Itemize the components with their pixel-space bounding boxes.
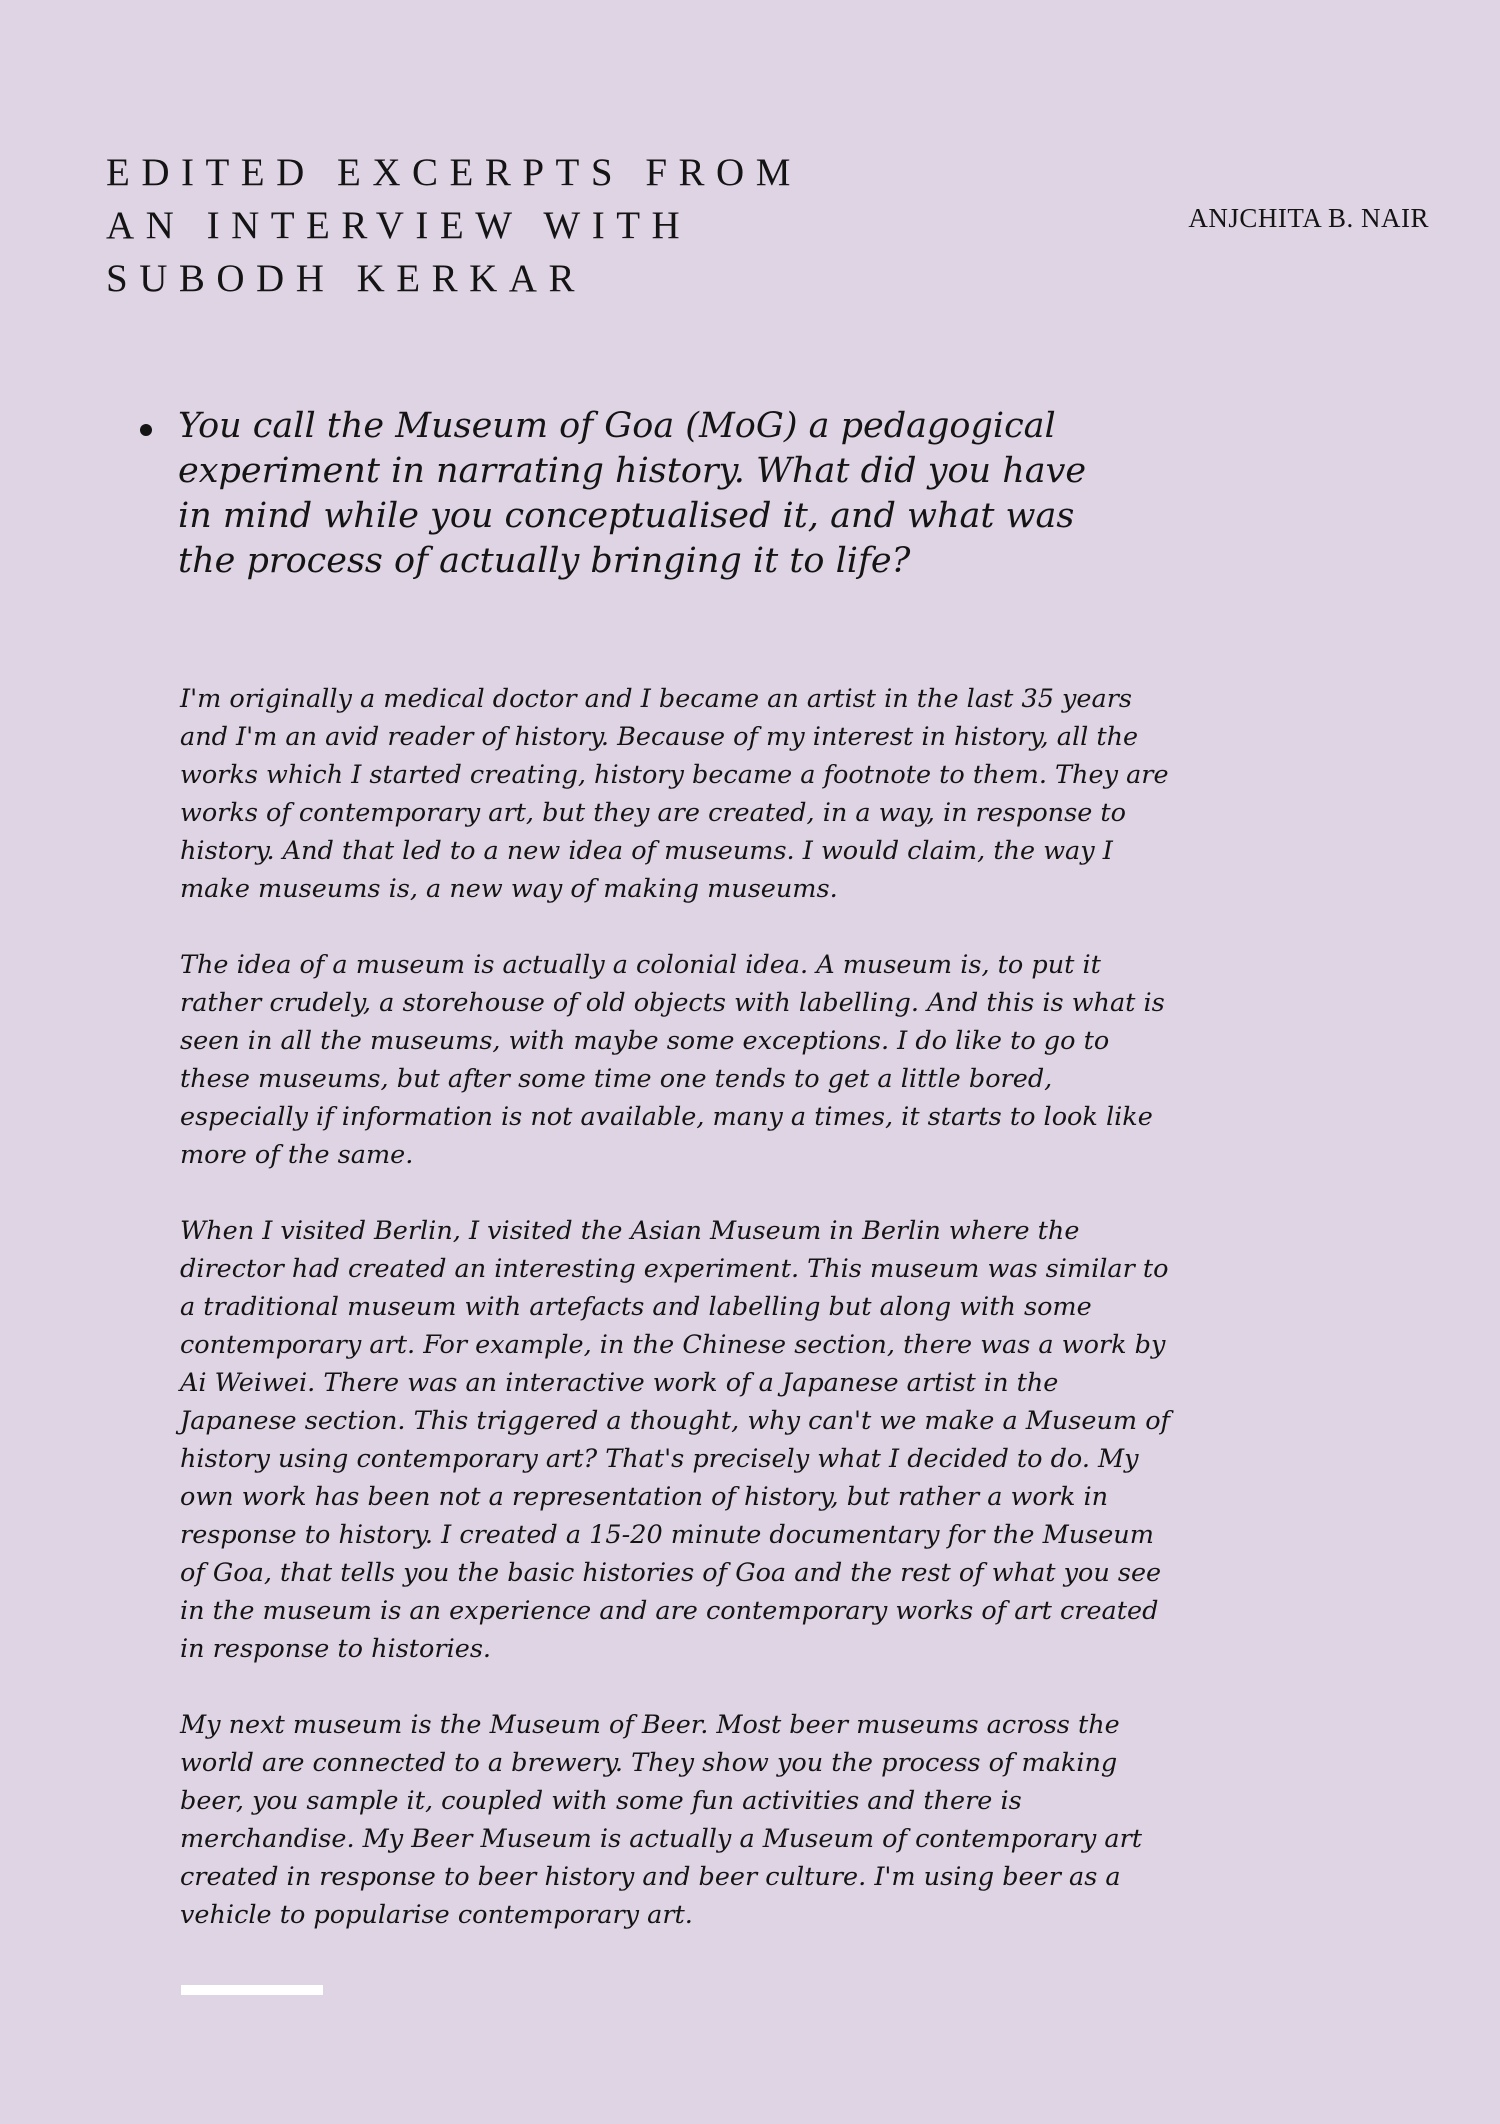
- title-line: SUBODH KERKAR: [106, 257, 586, 300]
- bullet-icon: [140, 424, 152, 436]
- author-name: ANJCHITA B. NAIR: [1188, 203, 1429, 233]
- interview-question: You call the Museum of Goa (MoG) a pedagogical experiment in narrating history. What did you have in mind while you conceptualised it, and what was the process of actually bringing it to life?: [178, 406, 1087, 581]
- title-line: EDITED EXCERPTS FROM: [106, 151, 802, 194]
- interview-answer: [180, 680, 1180, 1972]
- section-divider: [181, 1985, 323, 1995]
- answer-paragraph: I'm originally a medical doctor and I became an artist in the last 35 years and I'm an avid reader of history. Because of my interest in history, all the works which I started creating, history became a footnote to them. They are works of contemporary art, but they are created, in a way, in response to history. And that led to a new idea of museums. I would claim, the way I make museums is, a new way of making museums.: [180, 684, 1169, 904]
- title-line: AN INTERVIEW WITH: [106, 204, 692, 247]
- answer-paragraph: When I visited Berlin, I visited the Asian Museum in Berlin where the director had created an interesting experiment. This museum was similar to a traditional museum with artefacts and labelling but along with some contemporary art. For example, in the Chinese section, there was a work by Ai Weiwei. There was an interactive work of a Japanese artist in the Japanese section. This triggered a thought, why can't we make a Museum of history using contemporary art? That's precisely what I decided to do. My own work has been not a representation of history, but rather a work in response to history. I created a 15-20 minute documentary for the Museum of Goa, that tells you the basic histories of Goa and the rest of what you see in the museum is an experience and are contemporary works of art created in response to histories.: [180, 1216, 1170, 1664]
- article-title: [106, 146, 926, 305]
- answer-paragraph: The idea of a museum is actually a colonial idea. A museum is, to put it rather crudely, a storehouse of old objects with labelling. And this is what is seen in all the museums, with maybe some exceptions. I do like to go to these museums, but after some time one tends to get a little bored, especially if information is not available, many a times, it starts to look like more of the same.: [180, 950, 1165, 1170]
- answer-paragraph: My next museum is the Museum of Beer. Most beer museums across the world are connected to a brewery. They show you the process of making beer, you sample it, coupled with some fun activities and there is merchandise. My Beer Museum is actually a Museum of contemporary art created in response to beer history and beer culture. I'm using beer as a vehicle to popularise contemporary art.: [180, 1710, 1143, 1930]
